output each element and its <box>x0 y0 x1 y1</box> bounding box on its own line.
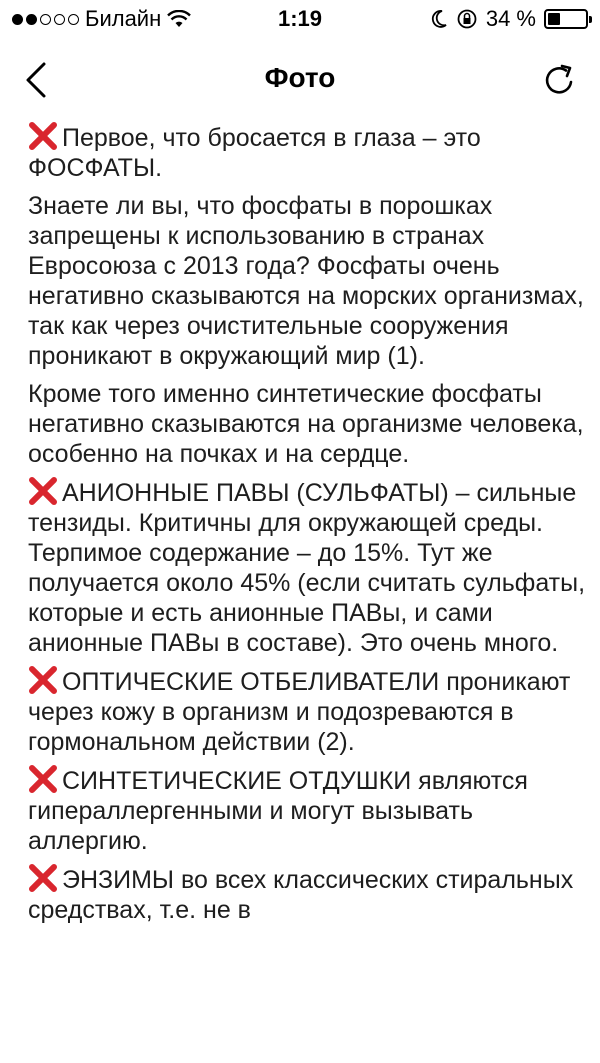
paragraph <box>28 191 588 371</box>
rotation-lock-icon <box>456 8 478 30</box>
refresh-icon <box>540 58 580 102</box>
red-cross-icon <box>28 765 58 793</box>
paragraph <box>28 122 588 183</box>
paragraph-text: АНИОННЫЕ ПАВЫ (СУЛЬФАТЫ) – сильные тензиды. Критичны для окружающей среды. Терпимое содержание – до 15%. Тут же получается около 45% (если считать сульфаты, которые и есть анионные ПАВы, и сами анионные ПАВы в составе). Это очень много. <box>28 479 586 657</box>
red-cross-icon <box>28 864 58 892</box>
paragraph-text: Первое, что бросается в глаза – это ФОСФАТЫ. <box>28 124 481 182</box>
paragraph <box>28 477 588 658</box>
paragraph-text: СИНТЕТИЧЕСКИЕ ОТДУШКИ являются гипераллергенными и могут вызывать аллергию. <box>28 767 528 855</box>
paragraph-text: ЭНЗИМЫ во всех классических стиральных средствах, т.е. не в <box>28 866 574 924</box>
paragraph-text: Знаете ли вы, что фосфаты в порошках запрещены к использованию в странах Евросоюза с 2013 года? Фосфаты очень негативно сказываются на морских организмах, так как через очистительные сооружения проникают в окружающий мир (1). <box>28 192 584 370</box>
battery-icon <box>544 9 588 29</box>
battery-fill <box>548 13 560 25</box>
paragraph <box>28 379 588 469</box>
red-cross-icon <box>28 666 58 694</box>
paragraph-text: ОПТИЧЕСКИЕ ОТБЕЛИВАТЕЛИ проникают через кожу в организм и подозреваются в гормональном действии (2). <box>28 668 571 756</box>
page-title: Фото <box>264 62 336 93</box>
status-right <box>430 6 588 32</box>
paragraph <box>28 765 588 856</box>
navigation-bar <box>0 40 600 122</box>
moon-icon <box>430 9 448 29</box>
red-cross-icon <box>28 477 58 505</box>
red-cross-icon <box>28 122 58 150</box>
paragraph <box>28 666 588 757</box>
article-content <box>28 122 588 933</box>
status-time: 1:19 <box>277 6 323 31</box>
battery-percent: 34 % <box>485 6 536 31</box>
refresh-button[interactable] <box>540 58 580 102</box>
paragraph <box>28 864 588 925</box>
paragraph-text: Кроме того именно синтетические фосфаты негативно сказываются на организме человека, особенно на почках и на сердце. <box>28 380 584 468</box>
status-bar <box>0 0 600 40</box>
carrier-label: Билайн <box>85 6 162 31</box>
